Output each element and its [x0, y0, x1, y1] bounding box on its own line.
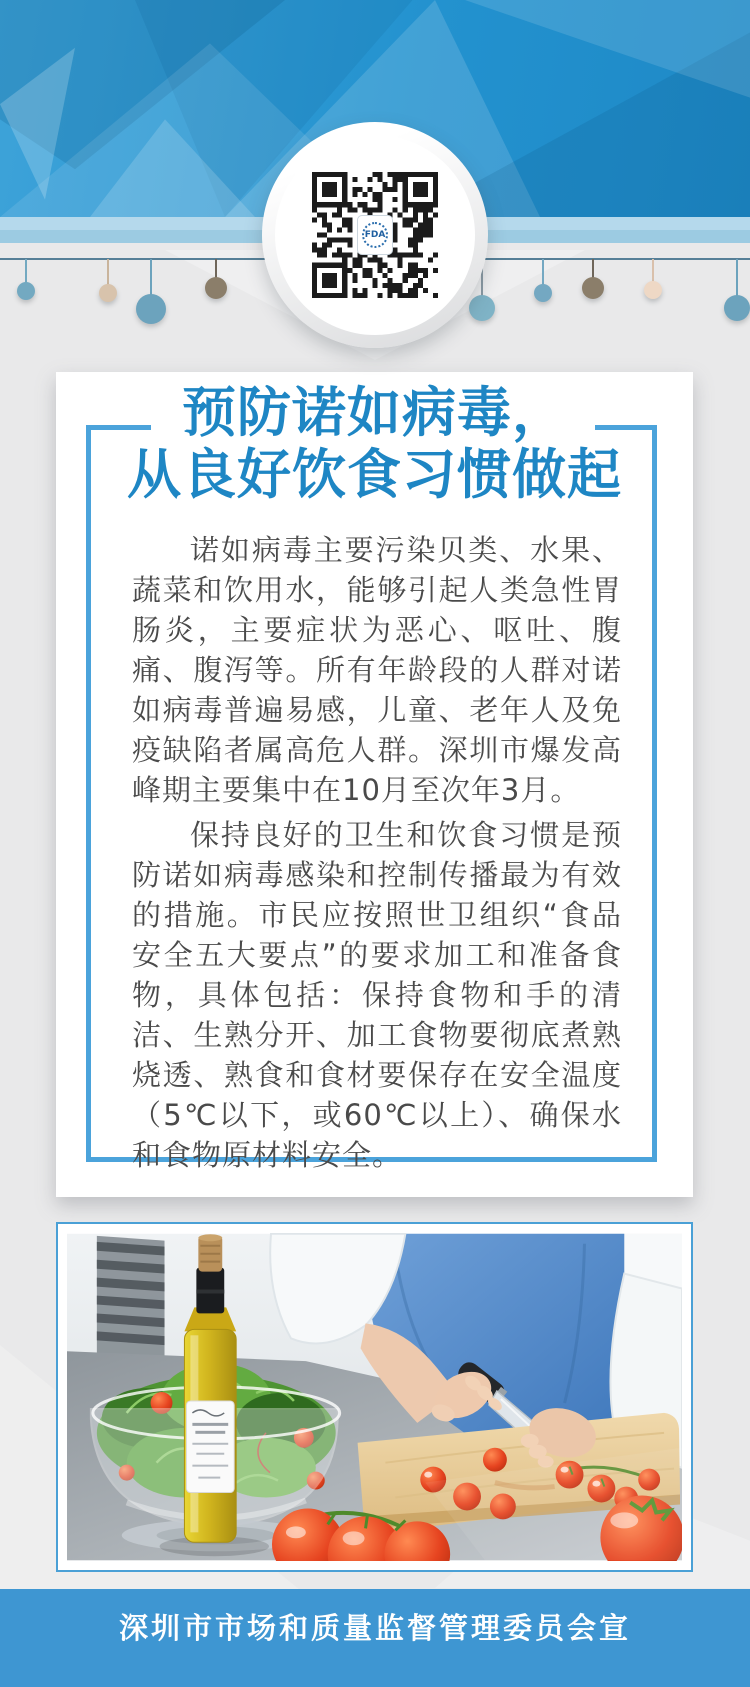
- hanging-dot-string: [25, 259, 27, 285]
- hanging-dot: [724, 295, 750, 321]
- photo-card: [56, 1222, 693, 1572]
- hanging-dot: [136, 294, 166, 324]
- frame-right-side: [652, 425, 657, 1162]
- hanging-dot: [99, 284, 117, 302]
- paragraph-2: 保持良好的卫生和饮食习惯是预防诺如病毒感染和控制传播最为有效的措施。市民应按照世卫组织“食品安全五大要点”的要求加工和准备食物，具体包括：保持食物和手的清洁、生熟分开、加工食物要彻底煮熟烧透、熟食和食材要保存在安全温度（5℃以下，或60℃以上）、确保水和食物原材料安全。: [132, 818, 622, 1172]
- hanging-dot-string: [150, 259, 152, 297]
- hanging-dot: [644, 281, 662, 299]
- frame-right-bracket: [595, 425, 657, 430]
- hanging-dot: [17, 282, 35, 300]
- hanging-dot-string: [652, 259, 654, 284]
- poster-title-line2: 从良好饮食习惯做起: [127, 443, 622, 506]
- content-card: [56, 372, 693, 1197]
- footer-text: 深圳市市场和质量监督管理委员会宣: [118, 1611, 631, 1645]
- hanging-dot-string: [592, 259, 594, 280]
- hanging-dot: [582, 277, 604, 299]
- footer-bar: [0, 1589, 750, 1687]
- qr-badge-inner: [275, 135, 475, 335]
- poster-body: [132, 530, 622, 1175]
- qr-code: [312, 172, 438, 298]
- qr-badge: [262, 122, 488, 348]
- frame-left-side: [86, 425, 91, 1162]
- photo-cooking: [67, 1233, 682, 1561]
- hanging-dot-string: [107, 259, 109, 287]
- fda-logo-text: FDA: [364, 230, 386, 240]
- fda-logo-ring: [362, 222, 388, 248]
- frame-left-bracket: [86, 425, 151, 430]
- poster-title: [56, 382, 693, 506]
- hanging-dot: [534, 284, 552, 302]
- radiator: [97, 1236, 165, 1358]
- poster-title-line1: 预防诺如病毒，: [182, 381, 567, 444]
- hanging-dot-string: [736, 259, 738, 298]
- fda-logo: [357, 215, 393, 255]
- paragraph-1: 诺如病毒主要污染贝类、水果、蔬菜和饮用水，能够引起人类急性胃肠炎，主要症状为恶心、呕吐、腹痛、腹泻等。所有年龄段的人群对诺如病毒普遍易感，儿童、老年人及免疫缺陷者属高危人群。深圳市爆发高峰期主要集中在10月至次年3月。: [132, 533, 622, 807]
